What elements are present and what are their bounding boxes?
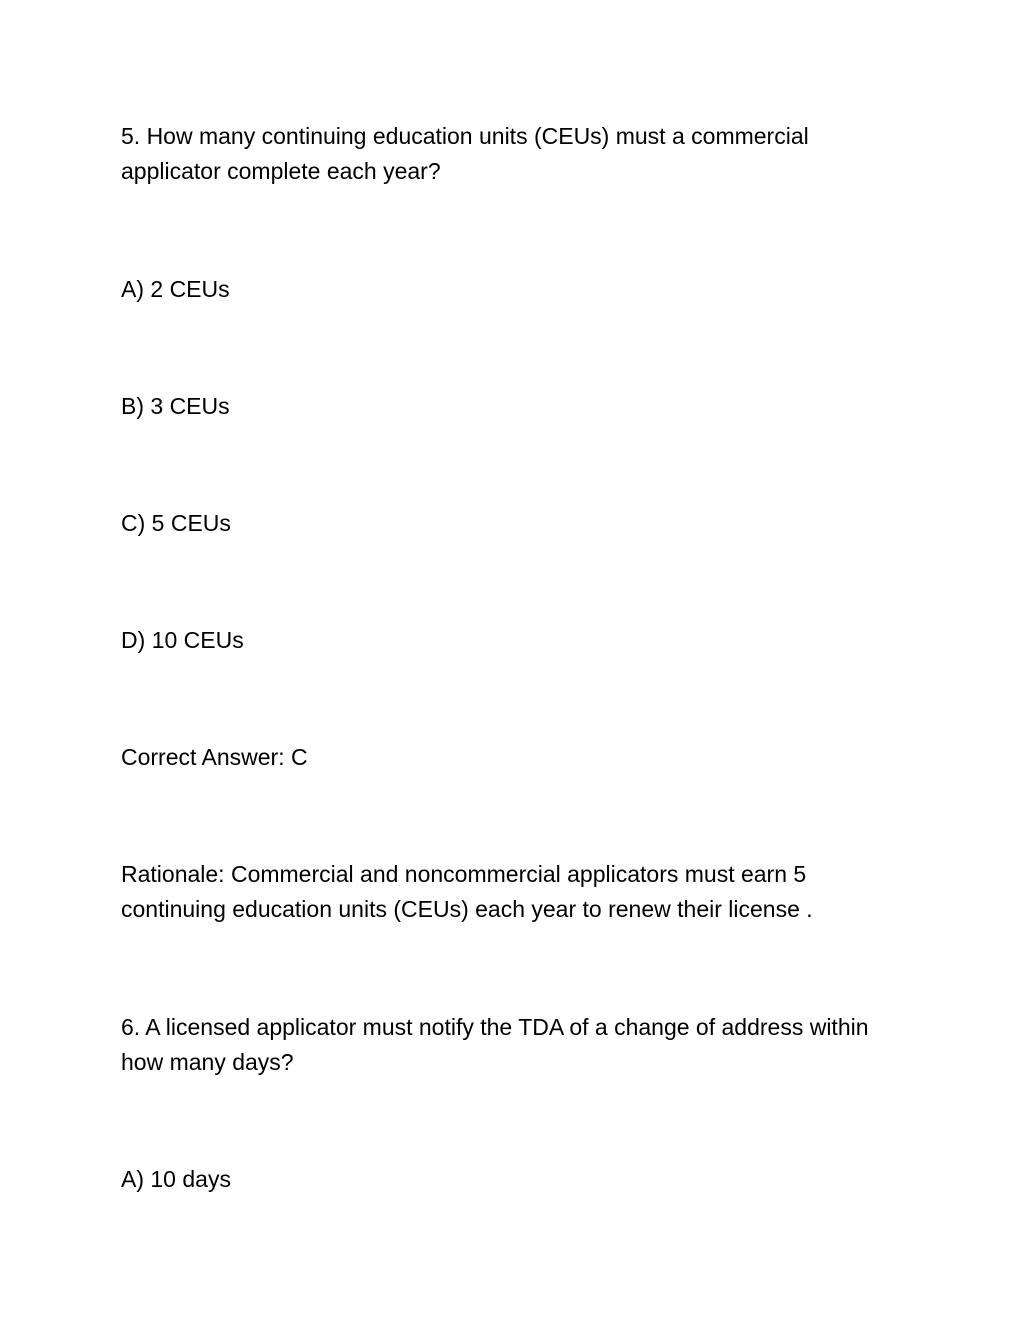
question-5-option-a: A) 2 CEUs <box>121 276 230 302</box>
question-5-correct-answer: Correct Answer: C <box>121 744 308 770</box>
question-5-option-b: B) 3 CEUs <box>121 393 230 419</box>
question-6-option-a: A) 10 days <box>121 1166 231 1192</box>
question-6-stem: 6. A licensed applicator must notify the TDA of a change of address within how many days? <box>121 1014 869 1075</box>
question-5-option-d: D) 10 CEUs <box>121 627 244 653</box>
question-5-stem: 5. How many continuing education units (CEUs) must a commercial applicator complete each year? <box>121 123 809 184</box>
question-5-rationale: Rationale: Commercial and noncommercial applicators must earn 5 continuing education units (CEUs) each year to renew their license . <box>121 861 813 922</box>
question-5-option-c: C) 5 CEUs <box>121 510 231 536</box>
